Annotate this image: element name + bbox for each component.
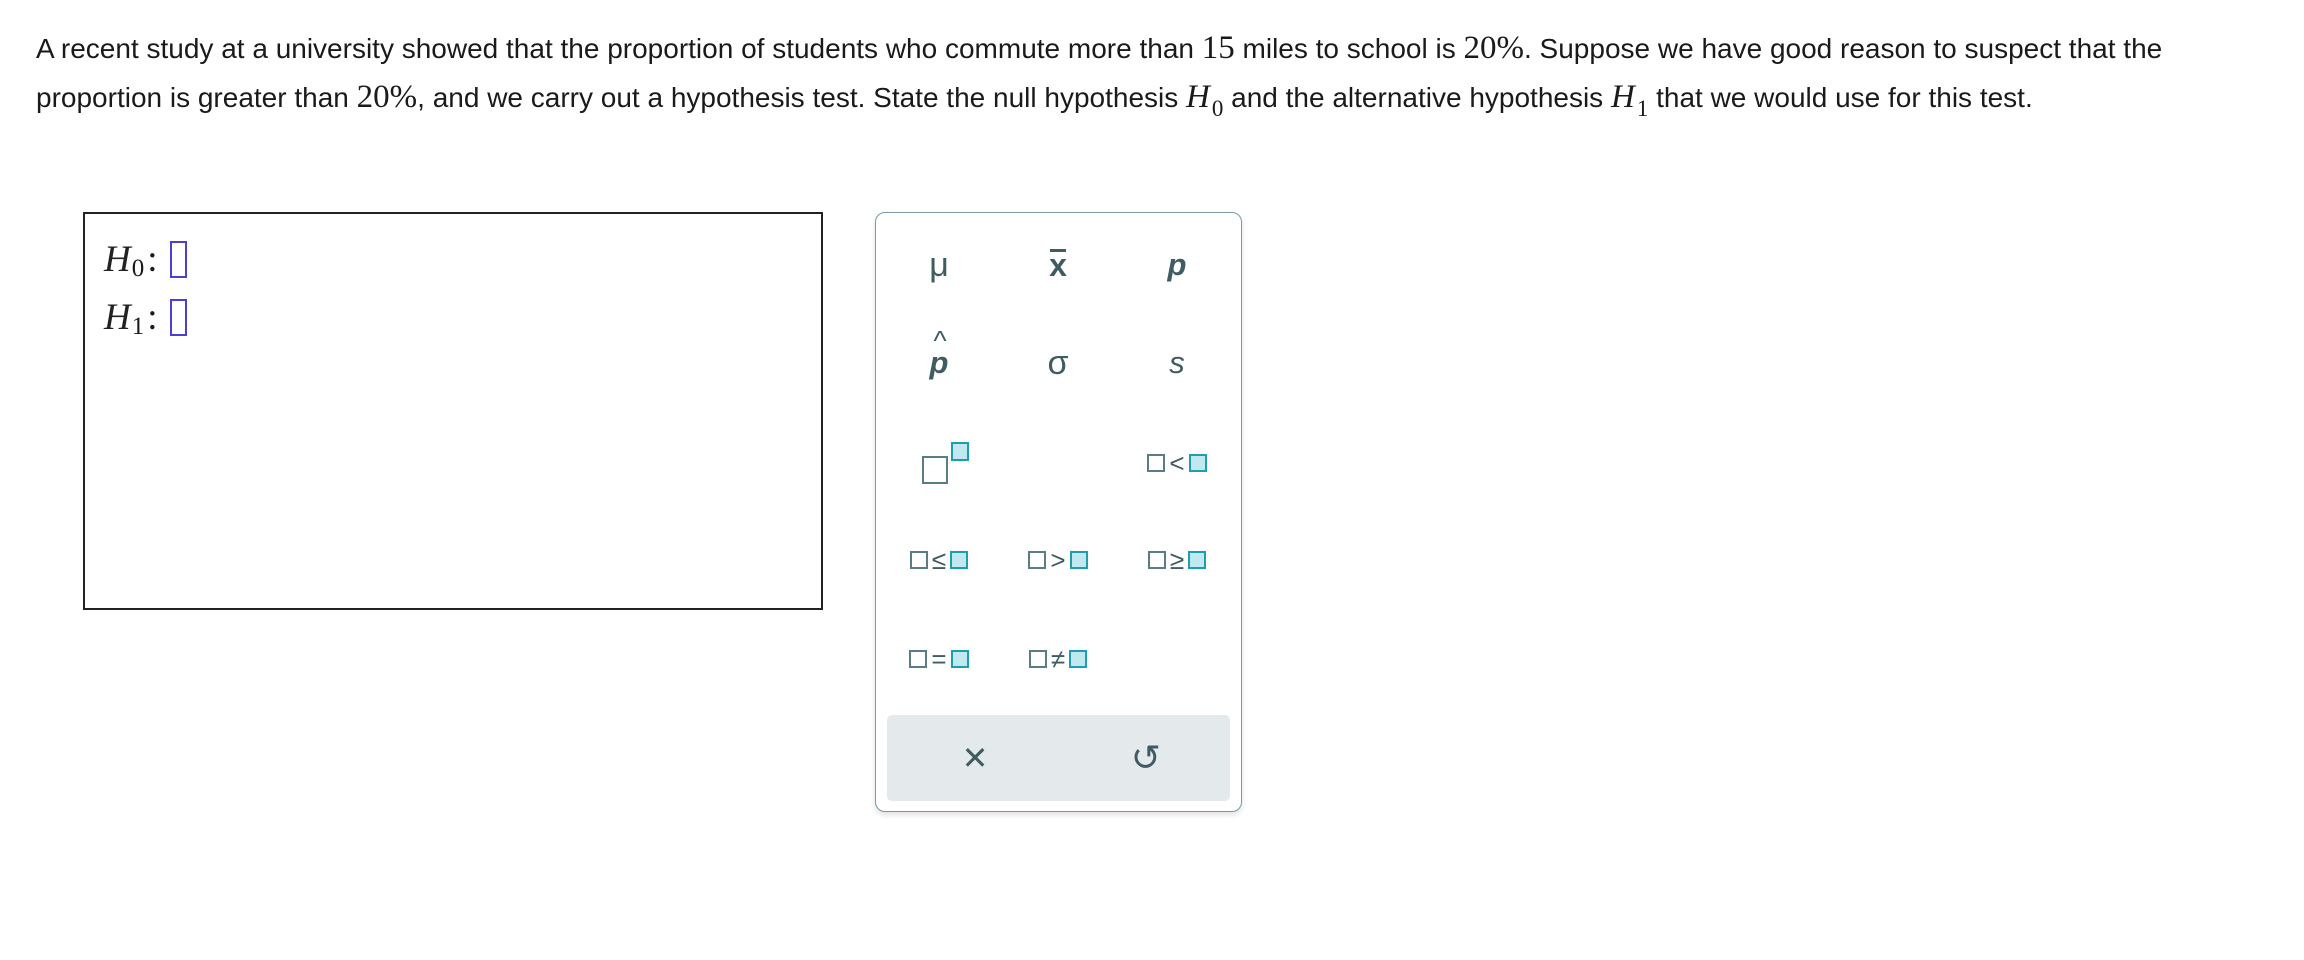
undo-icon: ↺ xyxy=(1130,737,1162,778)
null-hypothesis-row xyxy=(104,234,187,284)
greater-equal-button[interactable] xyxy=(1132,530,1222,590)
question-text xyxy=(36,24,2276,124)
not-equal-symbol: ≠ xyxy=(1050,643,1066,674)
p-symbol: p xyxy=(1167,247,1187,282)
greater-equal-icon xyxy=(1148,545,1206,576)
h0-label: H xyxy=(104,238,131,280)
clear-button[interactable] xyxy=(930,728,1020,788)
percent-20: 20% xyxy=(356,79,418,115)
xbar-symbol: x xyxy=(1049,246,1067,283)
greater-equal-symbol: ≥ xyxy=(1169,544,1185,575)
not-equal-icon xyxy=(1029,644,1087,675)
less-than-icon xyxy=(1147,448,1206,479)
question-text-part: , and we carry out a hypothesis test. State the null hypothesis xyxy=(417,82,1187,113)
superscript-button[interactable] xyxy=(894,433,984,493)
less-equal-symbol: ≤ xyxy=(931,544,947,575)
question-text-part: that we would use for this test. xyxy=(1648,82,2033,113)
null-hypothesis-input[interactable] xyxy=(170,241,187,278)
phat-button[interactable] xyxy=(894,333,984,393)
greater-than-icon xyxy=(1028,545,1087,576)
not-equal-button[interactable] xyxy=(1013,629,1103,689)
less-than-button[interactable] xyxy=(1132,433,1222,493)
mu-symbol: μ xyxy=(929,245,949,284)
percent-20: 20% xyxy=(1463,30,1524,66)
less-equal-button[interactable] xyxy=(894,530,984,590)
greater-than-button[interactable] xyxy=(1013,530,1103,590)
h1-subscript: 1 xyxy=(1636,96,1649,121)
superscript-icon xyxy=(909,438,969,488)
less-than-symbol: < xyxy=(1169,447,1185,478)
h0-symbol: H xyxy=(1186,79,1210,115)
xbar-button[interactable] xyxy=(1013,235,1103,295)
less-equal-icon xyxy=(910,545,968,576)
s-button[interactable] xyxy=(1132,333,1222,393)
greater-than-symbol: > xyxy=(1050,544,1066,575)
colon: : xyxy=(147,238,158,280)
p-button[interactable] xyxy=(1132,235,1222,295)
phat-symbol: ^ p xyxy=(930,345,949,381)
symbol-palette xyxy=(875,212,1242,812)
sigma-symbol: σ xyxy=(1047,343,1069,382)
h1-label: H xyxy=(104,296,131,338)
h0-subscript: 0 xyxy=(1211,96,1224,121)
undo-button[interactable] xyxy=(1101,728,1191,788)
question-text-part: miles to school is xyxy=(1234,33,1464,64)
close-icon: ✕ xyxy=(961,740,989,776)
question-text-part: A recent study at a university showed that the proportion of students who commute more than xyxy=(36,33,1202,64)
s-symbol: s xyxy=(1169,345,1185,380)
palette-action-bar xyxy=(887,715,1230,801)
alternative-hypothesis-input[interactable] xyxy=(170,299,187,336)
alternative-hypothesis-row xyxy=(104,292,187,342)
question-text-part: and the alternative hypothesis xyxy=(1223,82,1611,113)
question-text-part: . Suppose we have good reason to suspect that the proportion is greater than xyxy=(36,33,2163,113)
h0-label-subscript: 0 xyxy=(131,255,145,282)
equals-symbol: = xyxy=(931,643,947,674)
number-15: 15 xyxy=(1201,30,1235,66)
sigma-button[interactable] xyxy=(1013,333,1103,393)
answer-box xyxy=(83,212,823,610)
colon: : xyxy=(147,296,158,338)
h1-symbol: H xyxy=(1610,79,1635,115)
h1-label-subscript: 1 xyxy=(131,313,145,340)
mu-button[interactable] xyxy=(894,235,984,295)
equals-button[interactable] xyxy=(894,629,984,689)
equals-icon xyxy=(909,644,968,675)
